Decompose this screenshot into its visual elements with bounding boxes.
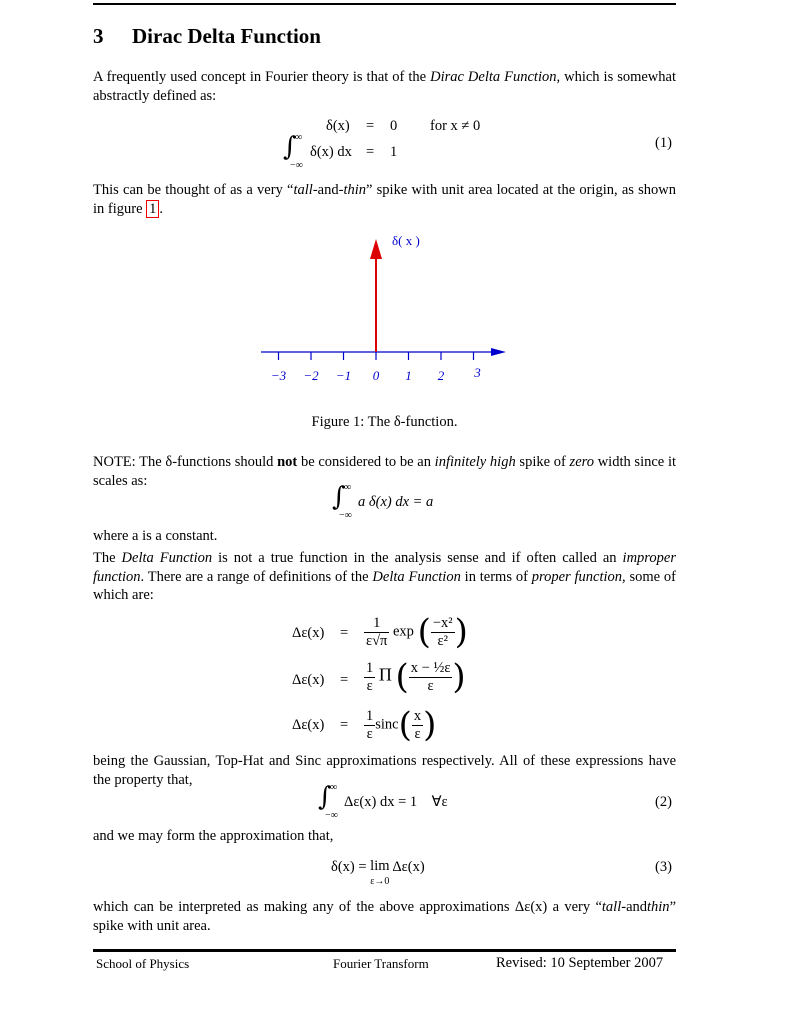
text: , some of which are: — [93, 568, 677, 603]
eq3-rhs: Δε(x) — [389, 859, 425, 875]
eq1-row2-eq: = — [366, 144, 375, 160]
text: which can be interpreted as making any of the above approximations Δε(x) a very “ — [93, 899, 602, 915]
sinc-lhs: Δε(x) — [292, 717, 325, 733]
text: improper function — [93, 550, 676, 585]
paragraph-3 — [93, 549, 676, 605]
text: , which is somewhat abstractly defined as: — [93, 69, 676, 104]
integral-sign: ∫ — [318, 782, 332, 812]
den: ε√π — [366, 632, 388, 649]
x-tick-label: 1 — [405, 368, 412, 383]
section-title: Dirac Delta Function — [132, 24, 321, 48]
eq1-upper: ∞ — [295, 132, 303, 143]
text: This can be thought of as a very “ — [93, 182, 294, 198]
eq1-row1-cond: for x ≠ 0 — [430, 118, 481, 134]
text: tall — [601, 899, 622, 915]
eq1-row1-eq: = — [366, 118, 375, 134]
footer-rule — [93, 949, 676, 952]
text: -and — [621, 899, 647, 915]
x-tick-label: 2 — [437, 368, 445, 383]
x-tick-label: −3 — [270, 368, 287, 383]
eq3-body — [331, 859, 425, 889]
text: ” spike with unit area. — [93, 899, 676, 934]
note-label: NOTE: — [93, 454, 136, 470]
text: zero — [569, 454, 594, 470]
figure-reference-link[interactable]: 1 — [146, 200, 159, 218]
y-label: δ( x ) — [392, 233, 420, 248]
lower-limit: −∞ — [325, 810, 338, 821]
paragraph-6 — [93, 898, 676, 935]
figure-caption: Figure 1: The δ-function. — [311, 414, 458, 430]
text: is not a true function in the analysis sense and if often called an — [212, 550, 623, 566]
text: ” spike with unit area located at the origin, as shown in figure — [93, 182, 677, 217]
footer-right: Revised: 10 September 2007 — [496, 955, 664, 971]
text: infinitely high — [434, 454, 516, 470]
x-tick-label: −2 — [303, 368, 319, 383]
den: ε — [414, 725, 421, 742]
text: A frequently used concept in Fourier theory is that of the — [93, 69, 431, 85]
x-axis-arrowhead — [491, 348, 506, 356]
where-line: where a is a constant. — [93, 528, 218, 544]
footer-left: School of Physics — [96, 956, 190, 971]
hat-eq: = — [340, 672, 349, 688]
fn: exp — [393, 623, 414, 640]
fn: sinc — [375, 716, 399, 733]
num: x — [413, 707, 422, 724]
text: not — [277, 454, 298, 470]
text: be considered to be an — [297, 454, 435, 470]
spike-arrowhead — [370, 239, 382, 259]
text: -and- — [312, 182, 344, 198]
x-tick-label: 3 — [474, 365, 481, 380]
text: in terms of — [460, 568, 532, 585]
x-tick-label: −1 — [335, 368, 352, 383]
eq2-number: (2) — [655, 794, 672, 810]
upper-limit: ∞ — [330, 782, 338, 793]
gauss-eq: = — [340, 625, 349, 641]
eq1-number: (1) — [655, 135, 672, 151]
lim: lim — [370, 858, 390, 874]
den: ε — [366, 677, 373, 694]
text: Delta Function — [372, 568, 461, 585]
text: . There are a range of definitions of the — [140, 568, 373, 585]
term: Dirac Delta Function — [430, 69, 557, 85]
integral-sign: ∫ — [332, 482, 346, 512]
eq1-row2-lhs: δ(x) dx — [310, 144, 352, 160]
eq2-body: Δε(x) dx = 1 ∀ε — [344, 794, 448, 810]
sinc-rhs: $\frac{1}{\varepsilon}$ sinc( $\frac{x}{\varepsilon}$ ) — [366, 705, 437, 745]
num: x − ½ε — [410, 659, 451, 676]
text: tall — [293, 182, 313, 198]
fn: Π — [378, 664, 392, 685]
lower-limit: −∞ — [339, 510, 352, 521]
upper-limit: ∞ — [344, 482, 352, 493]
text: spike of — [515, 454, 570, 470]
den: ε — [366, 725, 373, 742]
num: −x² — [432, 614, 453, 631]
den: ε² — [437, 632, 448, 649]
paragraph-4: being the Gaussian, Top-Hat and Sinc approximations respectively. All of these expressions have the property that, — [93, 753, 676, 788]
eq3-number: (3) — [655, 859, 672, 875]
num: 1 — [366, 659, 374, 676]
section-number: 3 — [93, 24, 104, 48]
gaussian-rhs: $\frac{1}{\varepsilon√\pi}$ exp ( $\frac{\text{−x²}}{\text{ε²}}$ ) — [366, 612, 468, 652]
text: The δ-functions should — [135, 454, 278, 470]
paragraph-5: and we may form the approximation that, — [93, 828, 334, 844]
text: Delta Function — [121, 550, 213, 566]
text: thin — [647, 899, 670, 915]
integral-sign: ∫ — [283, 132, 297, 162]
num: 1 — [366, 707, 374, 724]
den: ε — [427, 677, 434, 694]
tophat-rhs: $\frac{1}{\varepsilon}$ Π ( $\frac{\text{x − ½ε}}{\varepsilon}$ ) — [366, 657, 466, 697]
delta-plot — [255, 228, 515, 388]
eq1-row1-rhs: 0 — [390, 118, 398, 134]
num: 1 — [364, 615, 389, 633]
text: . — [159, 200, 164, 217]
note-paragraph — [93, 453, 676, 490]
intro-paragraph — [93, 68, 676, 105]
eq1-row1-lhs: δ(x) — [326, 118, 350, 134]
section-heading — [93, 24, 321, 49]
text: proper function — [531, 568, 623, 585]
eq1-lower: −∞ — [290, 160, 303, 171]
gauss-lhs: Δε(x) — [292, 625, 325, 641]
text: width since it scales as: — [93, 454, 676, 489]
top-rule — [93, 3, 676, 5]
text: The — [93, 550, 122, 566]
x-tick-label: 0 — [372, 368, 380, 383]
scale-body: a δ(x) dx = a — [358, 494, 434, 510]
text: thin — [343, 182, 366, 198]
sinc-eq: = — [340, 717, 349, 733]
eq3-lhs: δ(x) = — [331, 859, 371, 875]
paragraph-2 — [93, 181, 676, 218]
lim-sub: ε→0 — [370, 876, 390, 887]
footer-center: Fourier Transform — [333, 956, 429, 971]
eq1-row2-rhs: 1 — [390, 144, 398, 160]
hat-lhs: Δε(x) — [292, 672, 325, 688]
